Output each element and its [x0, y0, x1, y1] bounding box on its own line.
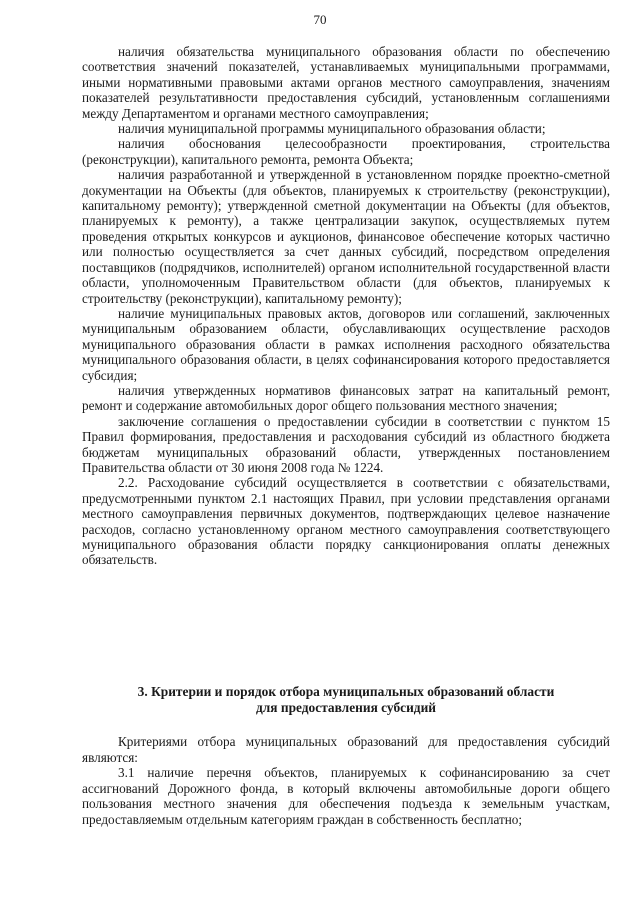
paragraph: наличия утвержденных нормативов финансовых затрат на капитальный ремонт, ремонт и содержание автомобильных дорог общего пользования местного значения;: [82, 382, 610, 414]
paragraph: наличия муниципальной программы муниципального образования области;: [118, 121, 546, 137]
paragraph: наличия обязательства муниципального образования области по обеспечению соответствия значений показателей, устанавливаемых муниципальными программами, иными нормативными правовыми актами органов местного самоуправления, значениям показателей результативности предоставления субсидий, установленным соглашениями между Департаментом и органами местного самоуправления;: [82, 44, 610, 121]
section-heading: [82, 684, 610, 715]
paragraph: 3.1 наличие перечня объектов, планируемых к софинансированию за счет ассигнований Дорожного фонда, в который включены автомобильные дороги общего пользования местного значения для обеспечения подъезда к земельным участкам, предоставляемым отдельным категориям граждан в собственность бесплатно;: [82, 765, 610, 827]
section-heading-line: 3. Критерии и порядок отбора муниципальных образований области: [137, 684, 555, 699]
paragraph: 2.2. Расходование субсидий осуществляется в соответствии с обязательствами, предусмотренными пунктом 2.1 настоящих Правил, при условии представления органами местного самоуправления первичных документов, подтверждающих целевое назначение расходов, согласно установленному органом местного самоуправления соответствующего муниципального образования области порядку санкционирования оплаты денежных обязательств.: [82, 475, 610, 568]
body-text: [82, 44, 610, 568]
paragraph: наличия разработанной и утвержденной в установленном порядке проектно-сметной документации на Объекты (для объектов, планируемых к строительству (реконструкции), капитальному ремонту); утвержденной сметной документации на Объекты (для объектов, планируемых к ремонту), а также централизации закупок, осуществляемых путем проведения открытых конкурсов и аукционов, финансовое обеспечение которых частично или полностью осуществляется за счет данных субсидий, посредством определения поставщиков (подрядчиков, исполнителей) органом исполнительной государственной власти области, уполномоченным Правительством области (для объектов, планируемых к строительству (реконструкции), капитальному ремонту);: [82, 167, 610, 306]
paragraph: заключение соглашения о предоставлении субсидии в соответствии с пунктом 15 Правил формирования, предоставления и расходования субсидий из областного бюджета бюджетам муниципальных образований области, утвержденных постановлением Правительства области от 30 июня 2008 года № 1224.: [82, 413, 610, 475]
paragraph: наличие муниципальных правовых актов, договоров или соглашений, заключенных муниципальным образованием области, обуславливающих осуществление расходов муниципального образования области в рамках исполнения расходного обязательства муниципального образования области, в целях софинансирования которого предоставляется субсидия;: [82, 305, 610, 383]
page-number: 70: [313, 12, 327, 27]
paragraph: наличия обоснования целесообразности проектирования, строительства (реконструкции), капитального ремонта, ремонта Объекта;: [82, 136, 610, 167]
section-text: [82, 734, 610, 828]
paragraph: Критериями отбора муниципальных образований для предоставления субсидий являются:: [82, 734, 610, 765]
section-heading-line: для предоставления субсидий: [255, 699, 437, 715]
